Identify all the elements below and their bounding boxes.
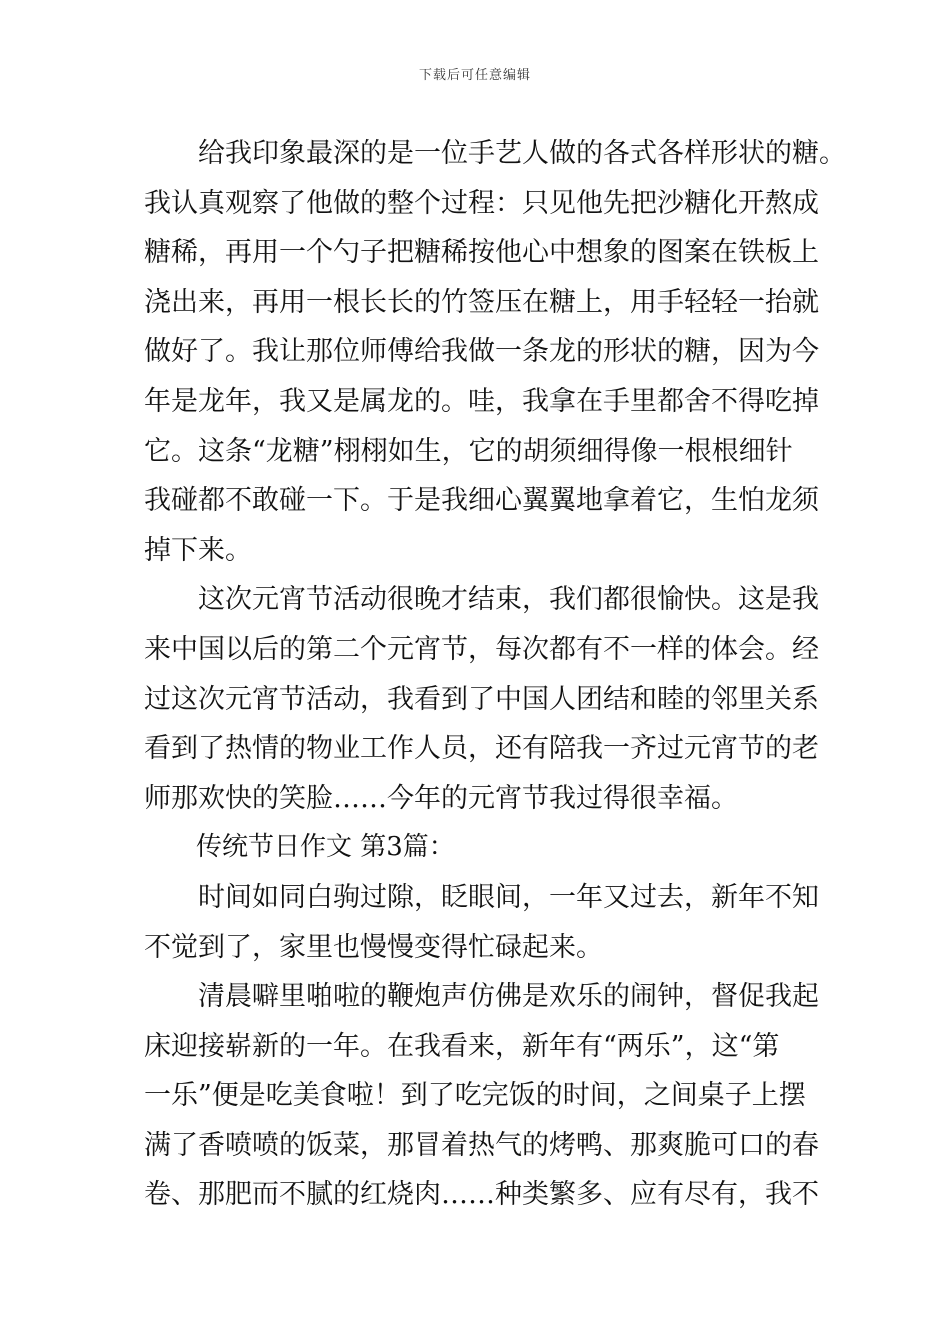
page-header: 下载后可任意编辑 bbox=[418, 68, 531, 83]
text-line: 时间如同白驹过隙，眨眼间，一年又过去，新年不知 bbox=[198, 881, 819, 913]
text-line: 做好了。我让那位师傅给我做一条龙的形状的糖，因为今 bbox=[144, 336, 819, 368]
text-line: 来中国以后的第二个元宵节，每次都有不一样的体会。经 bbox=[144, 633, 819, 665]
section-heading: 传统节日作文 第3篇： bbox=[196, 832, 455, 863]
text-line: 掉下来。 bbox=[144, 534, 252, 566]
text-line: 我碰都不敢碰一下。于是我细心翼翼地拿着它，生怕龙须 bbox=[144, 485, 819, 517]
text-line: 过这次元宵节活动，我看到了中国人团结和睦的邻里关系 bbox=[144, 683, 819, 715]
text-line: 清晨噼里啪啦的鞭炮声仿佛是欢乐的闹钟，督促我起 bbox=[198, 981, 819, 1013]
text-line: 我认真观察了他做的整个过程：只见他先把沙糖化开熬成 bbox=[144, 187, 819, 219]
text-line: 浇出来，再用一根长长的竹签压在糖上，用手轻轻一抬就 bbox=[144, 286, 819, 318]
text-line: 给我印象最深的是一位手艺人做的各式各样形状的糖。 bbox=[198, 138, 846, 169]
text-line: 满了香喷喷的饭菜，那冒着热气的烤鸭、那爽脆可口的春 bbox=[144, 1129, 819, 1161]
text-line: 看到了热情的物业工作人员，还有陪我一齐过元宵节的老 bbox=[144, 733, 819, 765]
text-line: 一乐”便是吃美食啦！到了吃完饭的时间，之间桌子上摆 bbox=[144, 1080, 806, 1112]
text-line: 师那欢快的笑脸……今年的元宵节我过得很幸福。 bbox=[144, 782, 738, 814]
text-line: 它。这条“龙糖”栩栩如生，它的胡须细得像一根根细针 bbox=[144, 435, 793, 467]
text-line: 这次元宵节活动很晚才结束，我们都很愉快。这是我 bbox=[198, 584, 819, 616]
text-line: 糖稀，再用一个勺子把糖稀按他心中想象的图案在铁板上 bbox=[144, 237, 819, 269]
text-line: 不觉到了，家里也慢慢变得忙碌起来。 bbox=[144, 931, 603, 963]
text-line: 床迎接崭新的一年。在我看来，新年有“两乐”，这“第 bbox=[144, 1030, 780, 1062]
text-line: 卷、那肥而不腻的红烧肉……种类繁多、应有尽有，我不 bbox=[144, 1179, 819, 1211]
text-line: 年是龙年，我又是属龙的。哇，我拿在手里都舍不得吃掉 bbox=[144, 385, 819, 417]
document-body bbox=[144, 129, 846, 1220]
